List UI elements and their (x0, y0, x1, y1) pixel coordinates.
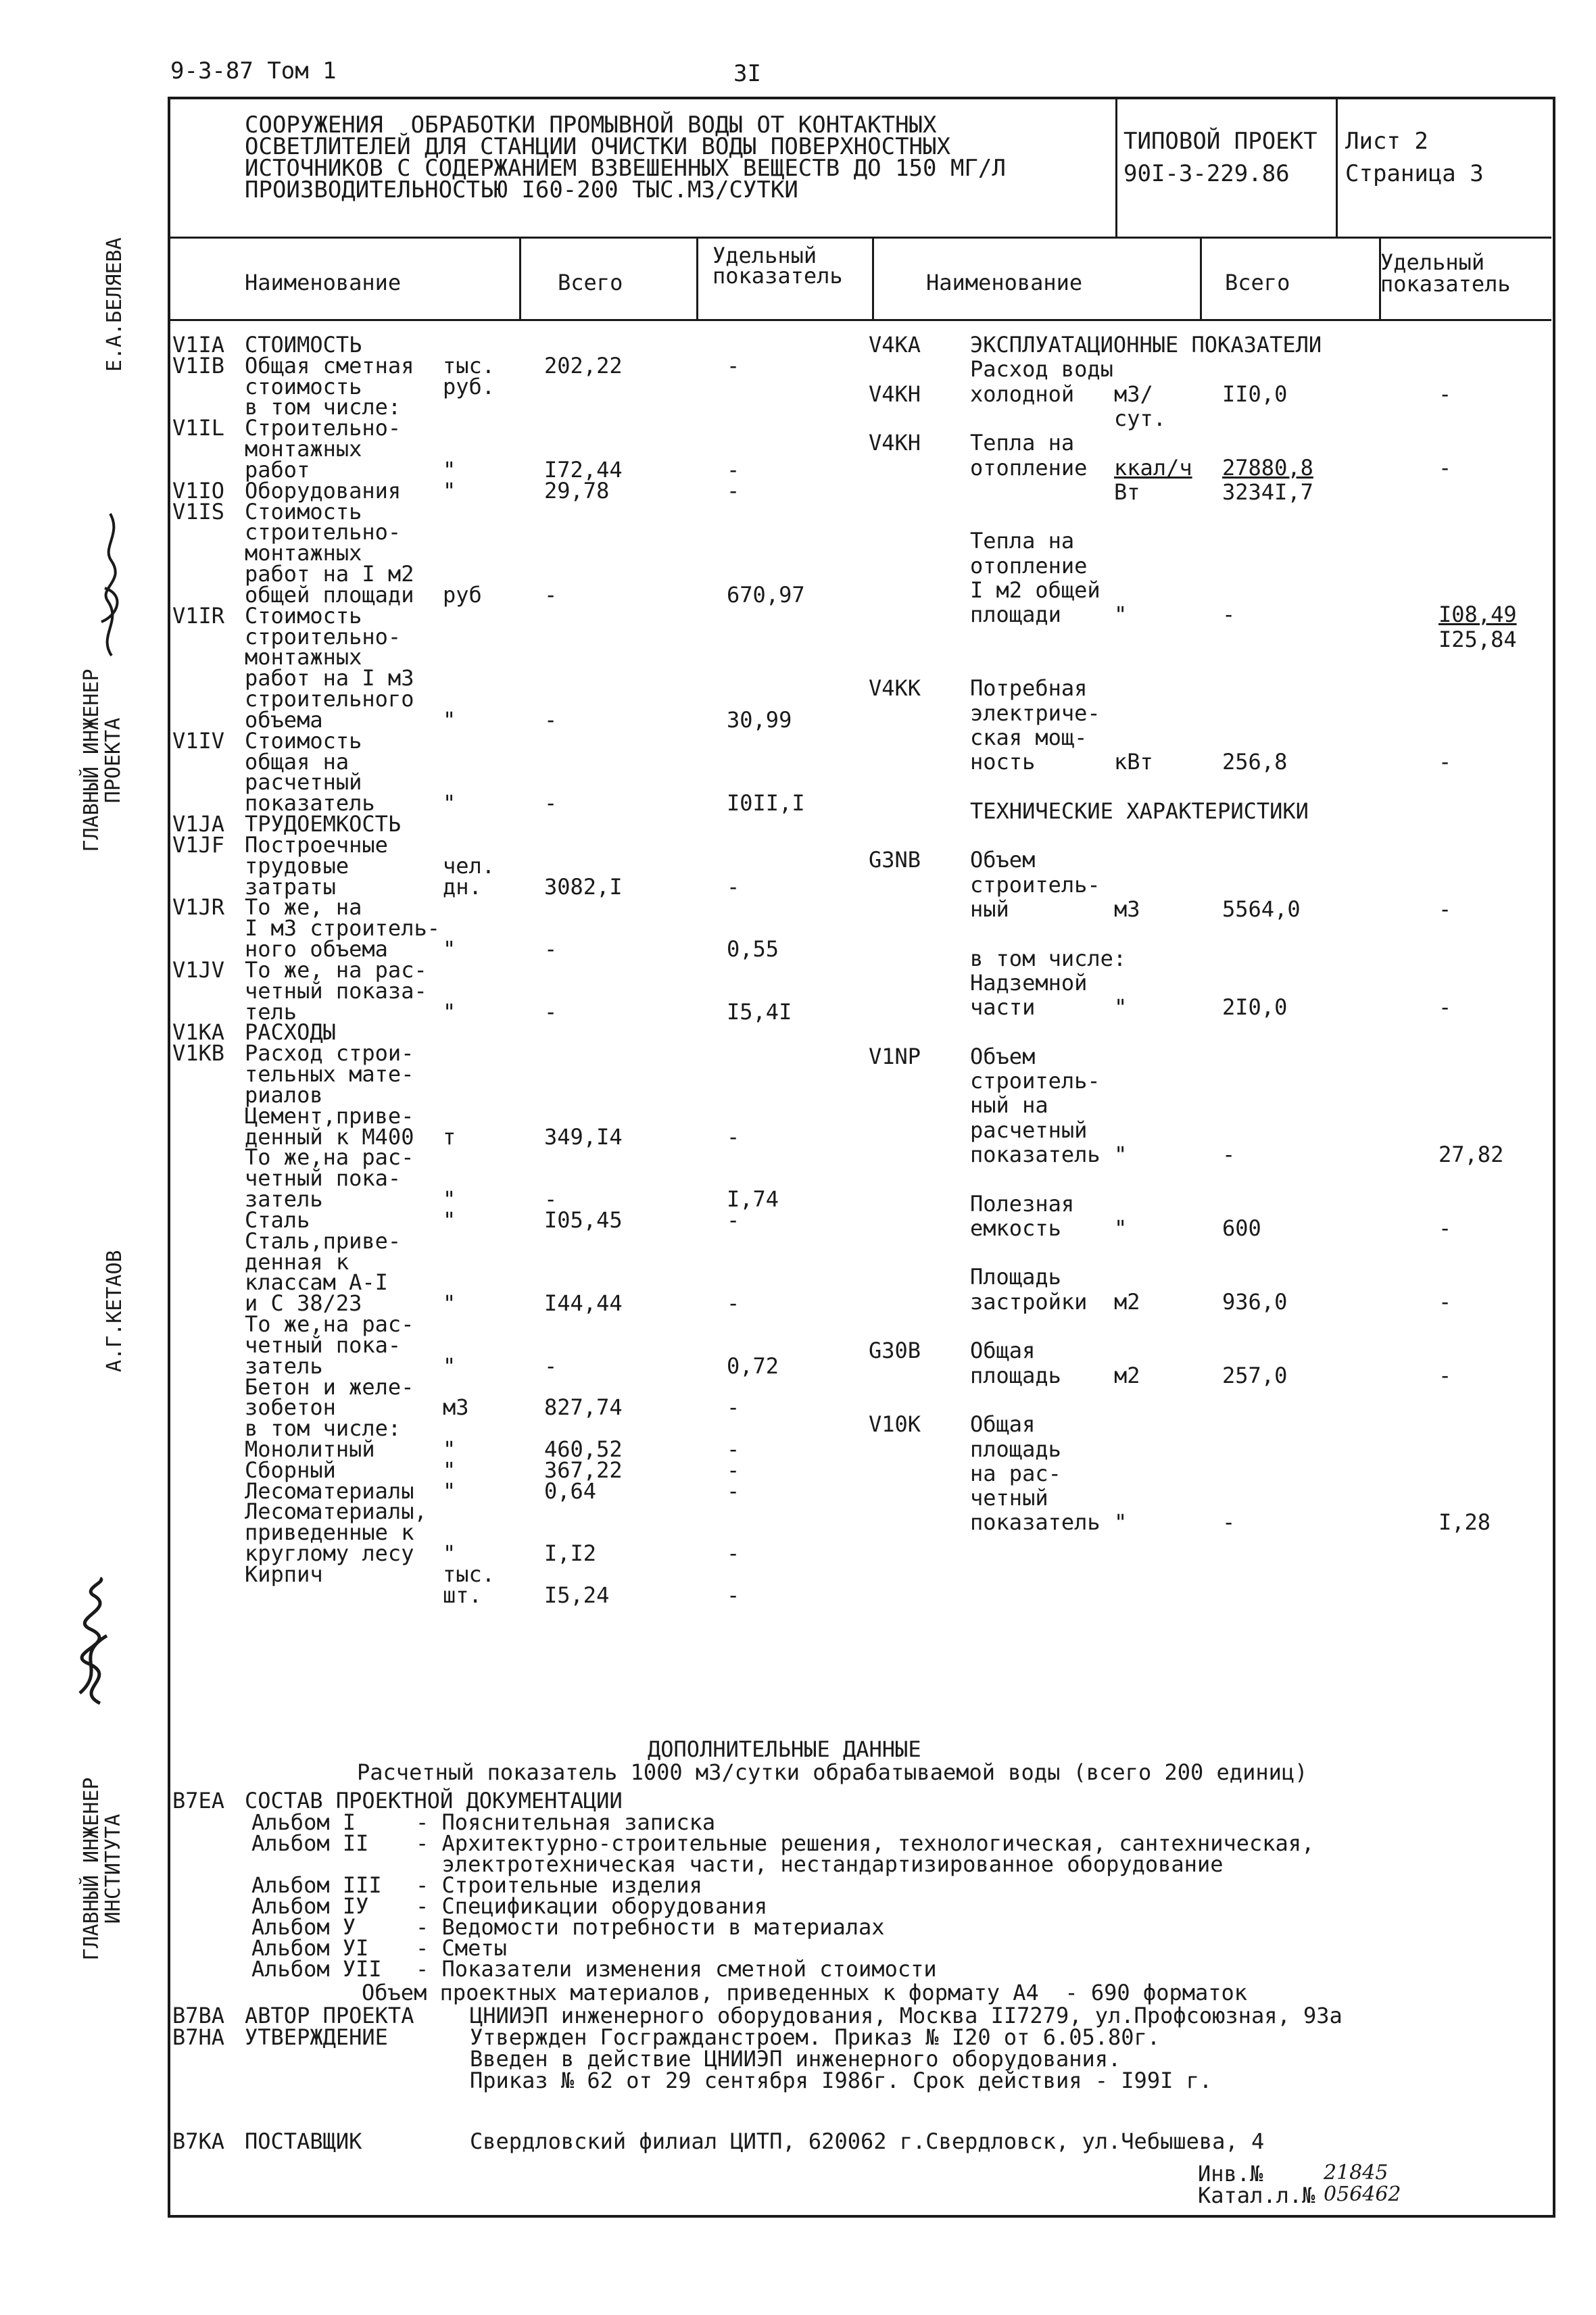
row-total: - (544, 790, 558, 816)
row-name: монтажных (245, 540, 362, 566)
row-total: - (544, 582, 558, 608)
row-total: 27880,8 (1222, 455, 1313, 481)
row-spec: - (1438, 896, 1452, 922)
row-total: 367,22 (544, 1457, 623, 1483)
album-text: - Пояснительная записка (416, 1809, 716, 1835)
album-text: электротехническая части, нестандартизированное оборудование (416, 1851, 1224, 1877)
row-name: круглому лесу (245, 1540, 414, 1566)
row-name: Цемент,приве- (245, 1103, 414, 1129)
row-code: V4KK (869, 675, 921, 701)
row-code: V1IB (172, 353, 225, 379)
row-name: Расход строи- (245, 1040, 414, 1066)
row-code: V1IV (172, 728, 225, 754)
col-name-right: Наименование (926, 270, 1083, 295)
row-spec: - (727, 1394, 740, 1420)
supplier-text: Свердловский филиал ЦИТП, 620062 г.Свердловск, ул.Чебышева, 4 (470, 2128, 1265, 2154)
row-spec: - (727, 478, 740, 504)
row-code: V1KB (172, 1040, 225, 1066)
row-name: То же,на рас- (245, 1144, 414, 1170)
row-name: части (970, 994, 1036, 1020)
row-code: V4KH (869, 381, 921, 407)
row-total: 3082,I (544, 874, 623, 900)
row-spec: 0,55 (727, 936, 779, 962)
page-label: Страница 3 (1345, 160, 1484, 187)
row-total: - (1222, 1509, 1236, 1535)
row-name: в том числе: (245, 1415, 402, 1441)
row-total: I,I2 (544, 1540, 597, 1566)
col-name-left: Наименование (245, 270, 402, 295)
col-vline-4 (1200, 238, 1202, 320)
row-name: тель (245, 999, 297, 1025)
album-name: Альбом IУ (251, 1893, 369, 1919)
volume-line: Объем проектных материалов, приведенных к формату А4 - 690 форматок (362, 1980, 1248, 2005)
signature-1 (84, 487, 139, 662)
row-code: V1KA (172, 1019, 225, 1045)
row-name: ская мощ- (970, 725, 1088, 750)
row-name: четный показа- (245, 978, 427, 1004)
row-total: II0,0 (1222, 381, 1288, 407)
row-name: показатель (245, 790, 375, 816)
row-code: V1JF (172, 832, 225, 858)
row-unit: " (443, 999, 456, 1025)
title-line-3: ИСТОЧНИКОВ С СОДЕРЖАНИЕМ ВЗВЕШЕННЫХ ВЕЩЕСТВ ДО 150 МГ/Л (245, 155, 1006, 182)
row-code: V10K (869, 1411, 921, 1437)
row-name: Тепла на (970, 430, 1075, 456)
approve-code: B7HA (172, 2024, 225, 2050)
row-total: - (1222, 1142, 1236, 1167)
row-unit: м2 (1114, 1363, 1140, 1388)
row-unit: " (443, 936, 456, 962)
row-code: G3NB (869, 847, 921, 873)
row-total: 257,0 (1222, 1363, 1288, 1388)
row-spec: I,28 (1438, 1509, 1491, 1535)
row-spec: I,74 (727, 1186, 779, 1212)
col-vline-3 (872, 238, 874, 320)
row-name: строитель- (970, 872, 1101, 898)
row-name: Площадь (970, 1264, 1061, 1290)
row-unit: шт. (443, 1582, 482, 1608)
row-spec: I08,49 (1438, 602, 1517, 627)
row-name: Бетон и желе- (245, 1374, 414, 1400)
catal-label: Катал.л.№ (1198, 2183, 1315, 2208)
row-name: Лесоматериалы, (245, 1498, 427, 1524)
title-line-2: ОСВЕТЛИТЕЛЕЙ ДЛЯ СТАНЦИИ ОЧИСТКИ ВОДЫ ПОВЕРХНОСТНЫХ (245, 133, 950, 160)
row-spec: - (1438, 455, 1452, 481)
row-name: Оборудования (245, 478, 402, 504)
row-unit: " (443, 478, 456, 504)
row-spec: - (727, 353, 740, 379)
row-name: То же, на рас- (245, 957, 427, 983)
row-code: V1JA (172, 811, 225, 837)
row-total: I72,44 (544, 457, 623, 483)
section-heading: ТЕХНИЧЕСКИЕ ХАРАКТЕРИСТИКИ (970, 798, 1309, 824)
row-name: Расход воды (970, 356, 1113, 382)
row-name: строительного (245, 686, 414, 712)
row-total: 0,64 (544, 1478, 597, 1504)
row-name: застройки (970, 1289, 1088, 1315)
section-heading: ЭКСПЛУАТАЦИОННЫЕ ПОКАЗАТЕЛИ (970, 332, 1322, 358)
row-spec: 0,72 (727, 1353, 779, 1379)
title-vline-2 (1336, 98, 1338, 237)
row-name: Надземной (970, 970, 1088, 996)
row-code: V1NP (869, 1044, 921, 1069)
row-name: электриче- (970, 700, 1101, 726)
row-spec: - (727, 1582, 740, 1608)
row-code: V1IS (172, 499, 225, 525)
row-code: V1IL (172, 415, 225, 441)
row-name: Объем (970, 847, 1036, 873)
row-name: емкость (970, 1215, 1061, 1241)
sostav-code: B7EA (172, 1788, 225, 1813)
row-spec: - (1438, 1289, 1452, 1315)
title-line-4: ПРОИЗВОДИТЕЛЬНОСТЬЮ I60-200 ТЫС.М3/СУТКИ (245, 176, 798, 203)
col-total-right: Всего (1225, 270, 1290, 295)
row-total: I44,44 (544, 1290, 623, 1316)
row-name: четный пока- (245, 1165, 402, 1191)
row-unit: " (443, 1207, 456, 1233)
row-name: классам А-I (245, 1269, 388, 1295)
row-unit: руб (443, 582, 482, 608)
row-unit: " (443, 1457, 456, 1483)
row-spec: - (1438, 749, 1452, 775)
row-unit: ккал/ч (1114, 455, 1192, 481)
row-unit: " (443, 1353, 456, 1379)
row-name: Потребная (970, 675, 1088, 701)
row-code: G30B (869, 1338, 921, 1363)
row-total: - (544, 936, 558, 962)
row-spec: - (727, 1207, 740, 1233)
row-name: ного объема (245, 936, 388, 962)
row-spec: I0II,I (727, 790, 805, 816)
row-name: работ (245, 457, 310, 483)
row-name: расчетный (970, 1117, 1088, 1143)
row-total: - (544, 1186, 558, 1212)
row-name: площади (970, 602, 1061, 627)
row-name: строительно- (245, 519, 402, 545)
catal-number: 056462 (1324, 2183, 1401, 2206)
row-name: Построечные (245, 832, 388, 858)
album-name: Альбом I (251, 1809, 356, 1835)
side-name-2: А.Г.КЕТАОВ (103, 1250, 126, 1372)
row-unit: " (443, 457, 456, 483)
row-name: Объем (970, 1044, 1036, 1069)
row-total: - (544, 1353, 558, 1379)
row-spec: - (727, 874, 740, 900)
row-code: V4KA (869, 332, 921, 358)
row-total: 936,0 (1222, 1289, 1288, 1315)
row-unit: тыс. (443, 1561, 495, 1587)
page-number: 3I (733, 60, 761, 87)
row-name: Общая сметная (245, 353, 414, 379)
album-text: - Спецификации оборудования (416, 1893, 768, 1919)
col-total-left: Всего (558, 270, 623, 295)
row-code: V1JV (172, 957, 225, 983)
project-number: 90I-3-229.86 (1123, 160, 1290, 187)
col-spec-right-2: показатель (1380, 271, 1511, 297)
album-name: Альбом III (251, 1872, 382, 1898)
approve-label: УТВЕРЖДЕНИЕ (245, 2024, 388, 2050)
row-spec: - (727, 1436, 740, 1462)
row-name: Сборный (245, 1457, 336, 1483)
row-unit: м3 (1114, 896, 1140, 922)
row-spec: - (1438, 994, 1452, 1020)
row-spec: - (727, 1290, 740, 1316)
row-unit: " (443, 1478, 456, 1504)
row-unit: " (443, 1186, 456, 1212)
row-name: РАСХОДЫ (245, 1019, 336, 1045)
side-role-1: ГЛАВНЫЙ ИНЖЕНЕР ПРОЕКТА (80, 668, 125, 852)
row-name: четный (970, 1485, 1048, 1511)
title-vline-1 (1115, 98, 1117, 237)
row-spec: I25,84 (1438, 627, 1517, 652)
approve-line-1: Утвержден Госгражданстроем. Приказ № I20 от 6.05.80г. (470, 2024, 1161, 2050)
row-unit: " (1114, 1142, 1128, 1167)
row-name: показатель (970, 1142, 1101, 1167)
album-text: - Архитектурно-строительные решения, технологическая, сантехническая, (416, 1830, 1315, 1856)
row-spec: 670,97 (727, 582, 805, 608)
row-name: Строительно- (245, 415, 402, 441)
row-name: холодной (970, 381, 1075, 407)
row-spec: 27,82 (1438, 1142, 1504, 1167)
row-unit: т (443, 1124, 456, 1150)
row-total: 2I0,0 (1222, 994, 1288, 1020)
row-total: 827,74 (544, 1394, 623, 1420)
column-header-divider (169, 319, 1551, 321)
extra-heading: ДОПОЛНИТЕЛЬНЫЕ ДАННЫЕ (648, 1736, 921, 1762)
sostav-title: СОСТАВ ПРОЕКТНОЙ ДОКУМЕНТАЦИИ (245, 1788, 623, 1813)
row-spec: - (1438, 381, 1452, 407)
row-name: трудовые (245, 853, 349, 879)
row-name: затель (245, 1353, 323, 1379)
row-total: 460,52 (544, 1436, 623, 1462)
row-unit: кВт (1114, 749, 1153, 775)
side-role-2: ГЛАВНЫЙ ИНЖЕНЕР ИНСТИТУТА (80, 1777, 125, 1961)
row-code: V1IO (172, 478, 225, 504)
row-total: - (544, 707, 558, 733)
row-name: денный к М400 (245, 1124, 414, 1150)
row-spec: - (727, 1540, 740, 1566)
col-spec-right-1: Удельный (1380, 249, 1485, 275)
row-name: ный (970, 896, 1009, 922)
row-name: Общая (970, 1338, 1036, 1363)
album-text: - Показатели изменения сметной стоимости (416, 1956, 937, 1982)
row-name: в том числе: (970, 946, 1127, 971)
row-unit: " (443, 707, 456, 733)
row-unit: " (443, 1540, 456, 1566)
row-total: 5564,0 (1222, 896, 1301, 922)
row-name: площадь (970, 1363, 1061, 1388)
row-name: I м3 строитель- (245, 915, 440, 941)
row-name: ТРУДОЕМКОСТЬ (245, 811, 402, 837)
row-name: отопление (970, 455, 1088, 481)
row-unit: руб. (443, 374, 495, 399)
row-unit: " (1114, 1215, 1128, 1241)
row-name: Стоимость (245, 499, 362, 525)
supplier-label: ПОСТАВЩИК (245, 2128, 362, 2154)
row-unit: " (443, 790, 456, 816)
row-spec: I5,4I (727, 999, 792, 1025)
row-name: денная к (245, 1249, 349, 1275)
row-total: 256,8 (1222, 749, 1288, 775)
row-total: I05,45 (544, 1207, 623, 1233)
row-name: на рас- (970, 1461, 1061, 1486)
title-line-1: СООРУЖЕНИЯ ОБРАБОТКИ ПРОМЫВНОЙ ВОДЫ ОТ КОНТАКТНЫХ (245, 112, 937, 139)
row-name: тельных мате- (245, 1061, 414, 1087)
row-name: объема (245, 707, 323, 733)
row-unit: Вт (1114, 479, 1140, 505)
author-label: АВТОР ПРОЕКТА (245, 2003, 414, 2028)
row-name: риалов (245, 1082, 323, 1108)
row-unit: дн. (443, 874, 482, 900)
project-label: ТИПОВОЙ ПРОЕКТ (1123, 128, 1317, 155)
col-spec-left-1: Удельный (712, 243, 817, 268)
row-name: общая на (245, 749, 349, 775)
row-total: 600 (1222, 1215, 1261, 1241)
album-text: - Ведомости потребности в материалах (416, 1914, 885, 1940)
row-spec: - (1438, 1215, 1452, 1241)
row-name: стоимость (245, 374, 362, 399)
row-spec: - (727, 1478, 740, 1504)
row-total: - (544, 999, 558, 1025)
row-unit: м3 (443, 1394, 469, 1420)
row-unit: " (443, 1436, 456, 1462)
inv-label: Инв.№ (1198, 2161, 1263, 2187)
document-ref: 9-3-87 Том 1 (170, 57, 337, 84)
row-name: монтажных (245, 436, 362, 462)
row-name: Сталь,приве- (245, 1228, 402, 1254)
row-name: монтажных (245, 644, 362, 670)
supplier-code: B7KA (172, 2128, 225, 2154)
album-name: Альбом УII (251, 1956, 382, 1982)
author-code: B7BA (172, 2003, 225, 2028)
row-name: строительно- (245, 624, 402, 650)
approve-line-2: Введен в действие ЦНИИЭП инженерного оборудования. (470, 2046, 1121, 2072)
row-name: затраты (245, 874, 336, 900)
sheet-number: Лист 2 (1345, 128, 1428, 155)
row-name: Тепла на (970, 528, 1075, 554)
row-name: То же,на рас- (245, 1311, 414, 1337)
album-name: Альбом II (251, 1830, 369, 1856)
album-name: Альбом УI (251, 1935, 369, 1961)
row-spec: 30,99 (727, 707, 792, 733)
row-name: Кирпич (245, 1561, 323, 1587)
album-text: - Сметы (416, 1935, 507, 1961)
row-name: приведенные к (245, 1519, 414, 1545)
row-name: Монолитный (245, 1436, 375, 1462)
row-spec: - (1438, 1363, 1452, 1388)
row-name: То же, на (245, 894, 362, 920)
row-total: 3234I,7 (1222, 479, 1313, 505)
row-spec: - (727, 1124, 740, 1150)
row-name: ность (970, 749, 1036, 775)
album-text: - Строительные изделия (416, 1872, 702, 1898)
row-name: I м2 общей (970, 577, 1101, 603)
side-name-1: Е.А.БЕЛЯЕВА (103, 237, 126, 372)
title-divider (169, 237, 1551, 239)
row-unit: м2 (1114, 1289, 1140, 1315)
col-spec-left-2: показатель (712, 263, 843, 289)
row-name: Сталь (245, 1207, 310, 1233)
row-name: площадь (970, 1436, 1061, 1462)
inv-number: 21845 (1324, 2161, 1388, 2185)
row-name: затель (245, 1186, 323, 1212)
row-unit: " (1114, 1509, 1128, 1535)
row-name: строитель- (970, 1068, 1101, 1094)
row-name: показатель (970, 1509, 1101, 1535)
row-code: V4KH (869, 430, 921, 456)
row-name: Лесоматериалы (245, 1478, 414, 1504)
row-name: Стоимость (245, 728, 362, 754)
row-code: V1JR (172, 894, 225, 920)
row-unit: тыс. (443, 353, 495, 379)
row-unit: " (443, 1290, 456, 1316)
row-total: 202,22 (544, 353, 623, 379)
row-name: отопление (970, 553, 1088, 579)
row-name: общей площади (245, 582, 414, 608)
row-name: в том числе: (245, 394, 402, 420)
signature-2 (59, 1575, 134, 1710)
album-name: Альбом У (251, 1914, 356, 1940)
row-code: V1IR (172, 603, 225, 629)
row-unit: " (1114, 602, 1128, 627)
row-spec: - (727, 457, 740, 483)
row-name: СТОИМОСТЬ (245, 332, 362, 358)
row-code: V1IA (172, 332, 225, 358)
row-name: работ на I м2 (245, 561, 414, 587)
row-unit: сут. (1114, 406, 1167, 431)
row-name: Стоимость (245, 603, 362, 629)
row-name: работ на I м3 (245, 665, 414, 691)
col-vline-1 (519, 238, 521, 320)
row-unit: " (1114, 994, 1128, 1020)
row-name: ный на (970, 1092, 1048, 1118)
row-name: Общая (970, 1411, 1036, 1437)
calc-indicator: Расчетный показатель 1000 м3/сутки обрабатываемой воды (всего 200 единиц) (357, 1759, 1308, 1785)
row-name: расчетный (245, 769, 362, 795)
row-total: I5,24 (544, 1582, 610, 1608)
row-spec: - (727, 1457, 740, 1483)
row-name: зобетон (245, 1394, 336, 1420)
row-name: четный пока- (245, 1332, 402, 1358)
approve-line-3: Приказ № 62 от 29 сентября I986г. Срок действия - I99I г. (470, 2068, 1213, 2093)
row-name: Полезная (970, 1191, 1075, 1217)
row-total: 29,78 (544, 478, 610, 504)
author-text: ЦНИИЭП инженерного оборудования, Москва II7279, ул.Профсоюзная, 93а (470, 2003, 1343, 2028)
row-total: 349,I4 (544, 1124, 623, 1150)
row-name: и С 38/23 (245, 1290, 362, 1316)
row-total: - (1222, 602, 1236, 627)
col-vline-2 (696, 238, 698, 320)
row-unit: чел. (443, 853, 495, 879)
row-unit: м3/ (1114, 381, 1153, 407)
